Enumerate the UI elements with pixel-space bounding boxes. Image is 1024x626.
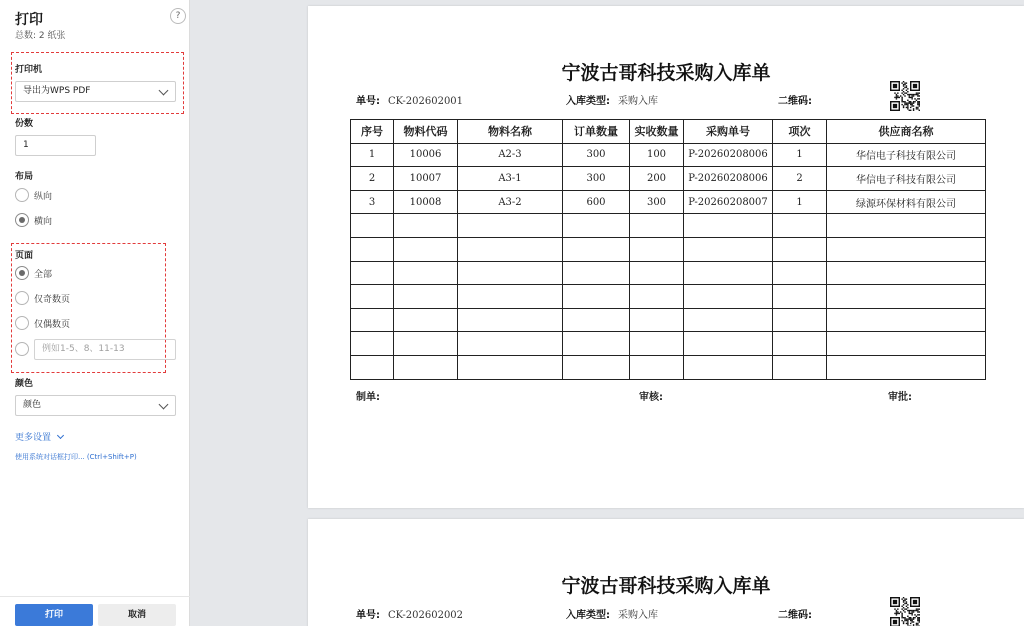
table-cell: 华信电子科技有限公司 bbox=[827, 143, 986, 167]
table-cell: 2 bbox=[351, 167, 394, 191]
order-number-label: 单号: bbox=[356, 96, 380, 107]
table-cell bbox=[684, 237, 773, 261]
table-cell bbox=[394, 237, 458, 261]
table-cell bbox=[563, 214, 630, 238]
table-cell bbox=[630, 214, 684, 238]
radio-icon[interactable] bbox=[15, 316, 29, 330]
radio-icon[interactable] bbox=[15, 291, 29, 305]
table-cell: 10007 bbox=[394, 167, 458, 191]
copies-input[interactable]: 1 bbox=[15, 135, 96, 156]
receipt-type-label: 入库类型: bbox=[566, 610, 610, 621]
qr-code-label-text: 二维码: bbox=[778, 96, 812, 107]
table-cell: 绿源环保材料有限公司 bbox=[827, 190, 986, 214]
table-cell: 10008 bbox=[394, 190, 458, 214]
help-icon[interactable]: ? bbox=[170, 8, 186, 24]
dialog-title: 打印 bbox=[15, 12, 43, 28]
table-cell bbox=[351, 237, 394, 261]
order-number-value: CK-202602001 bbox=[388, 96, 464, 107]
table-row-empty bbox=[351, 261, 986, 285]
table-cell bbox=[630, 261, 684, 285]
table-cell: A3-1 bbox=[458, 167, 563, 191]
table-cell bbox=[630, 355, 684, 379]
column-header: 项次 bbox=[773, 120, 827, 144]
column-header: 物料名称 bbox=[458, 120, 563, 144]
table-cell bbox=[684, 214, 773, 238]
table-cell bbox=[630, 332, 684, 356]
column-header: 序号 bbox=[351, 120, 394, 144]
table-cell bbox=[394, 308, 458, 332]
table-cell: 2 bbox=[773, 167, 827, 191]
reviewer-label: 审核: bbox=[639, 392, 663, 403]
chevron-down-icon bbox=[57, 432, 64, 439]
table-cell bbox=[630, 308, 684, 332]
table-cell bbox=[684, 355, 773, 379]
table-cell bbox=[458, 261, 563, 285]
qr-code-icon bbox=[890, 81, 920, 111]
table-cell bbox=[773, 308, 827, 332]
table-cell: 3 bbox=[351, 190, 394, 214]
table-cell bbox=[563, 285, 630, 309]
table-cell bbox=[684, 285, 773, 309]
preview-page-2 bbox=[308, 519, 1024, 626]
table-cell bbox=[563, 332, 630, 356]
table-header-row bbox=[351, 120, 986, 144]
column-header: 实收数量 bbox=[630, 120, 684, 144]
receipt-type-value: 采购入库 bbox=[618, 96, 658, 107]
more-settings-link[interactable] bbox=[15, 430, 63, 443]
table-row bbox=[351, 167, 986, 191]
table-cell bbox=[630, 237, 684, 261]
table-cell bbox=[827, 355, 986, 379]
table-cell bbox=[458, 332, 563, 356]
table-cell: 100 bbox=[630, 143, 684, 167]
column-header: 供应商名称 bbox=[827, 120, 986, 144]
table-cell bbox=[458, 355, 563, 379]
footer-divider bbox=[0, 596, 190, 597]
layout-label: 布局 bbox=[15, 172, 34, 182]
table-cell bbox=[458, 285, 563, 309]
table-cell bbox=[458, 214, 563, 238]
approver-label: 审批: bbox=[888, 392, 912, 403]
chevron-down-icon bbox=[159, 86, 169, 96]
table-row-empty bbox=[351, 214, 986, 238]
table-cell: 华信电子科技有限公司 bbox=[827, 167, 986, 191]
table-cell: P-20260208007 bbox=[684, 190, 773, 214]
table-cell bbox=[351, 308, 394, 332]
column-header: 采购单号 bbox=[684, 120, 773, 144]
printer-select[interactable] bbox=[15, 81, 176, 102]
layout-option-label: 纵向 bbox=[34, 192, 53, 202]
color-value: 颜色 bbox=[23, 400, 42, 410]
table-cell bbox=[458, 308, 563, 332]
table-cell: 300 bbox=[563, 167, 630, 191]
inventory-table bbox=[350, 119, 986, 380]
table-cell bbox=[394, 261, 458, 285]
table-cell bbox=[351, 261, 394, 285]
color-label: 颜色 bbox=[15, 379, 34, 389]
table-cell bbox=[394, 285, 458, 309]
maker-label: 制单: bbox=[356, 392, 380, 403]
pages-option-label: 全部 bbox=[34, 270, 53, 280]
table-cell bbox=[458, 237, 563, 261]
table-cell bbox=[351, 214, 394, 238]
table-cell: 300 bbox=[563, 143, 630, 167]
table-cell bbox=[351, 355, 394, 379]
table-row-empty bbox=[351, 237, 986, 261]
more-settings-label: 更多设置 bbox=[15, 433, 52, 443]
order-number-label: 单号: bbox=[356, 610, 380, 621]
table-cell bbox=[630, 285, 684, 309]
column-header: 物料代码 bbox=[394, 120, 458, 144]
receipt-type-value: 采购入库 bbox=[618, 610, 658, 621]
table-cell bbox=[684, 261, 773, 285]
table-cell bbox=[773, 355, 827, 379]
layout-option-label: 横向 bbox=[34, 217, 53, 227]
table-cell bbox=[827, 285, 986, 309]
table-row bbox=[351, 190, 986, 214]
qr-code-label-text: 二维码: bbox=[778, 610, 812, 621]
table-cell bbox=[394, 332, 458, 356]
table-cell: 300 bbox=[630, 190, 684, 214]
table-cell bbox=[563, 237, 630, 261]
table-cell: A3-2 bbox=[458, 190, 563, 214]
table-row bbox=[351, 143, 986, 167]
table-cell: 200 bbox=[630, 167, 684, 191]
table-cell bbox=[563, 261, 630, 285]
chevron-down-icon bbox=[159, 400, 169, 410]
page-count: 总数: 2 纸张 bbox=[15, 31, 66, 41]
color-select[interactable] bbox=[15, 395, 176, 416]
table-cell bbox=[684, 308, 773, 332]
table-cell bbox=[394, 214, 458, 238]
radio-selected-icon[interactable] bbox=[15, 213, 29, 227]
table-cell bbox=[773, 261, 827, 285]
column-header: 订单数量 bbox=[563, 120, 630, 144]
table-cell: P-20260208006 bbox=[684, 143, 773, 167]
copies-label: 份数 bbox=[15, 119, 34, 129]
qr-code-label bbox=[778, 92, 812, 107]
order-number bbox=[356, 606, 463, 621]
table-cell: P-20260208006 bbox=[684, 167, 773, 191]
table-cell: 1 bbox=[351, 143, 394, 167]
table-cell bbox=[563, 355, 630, 379]
table-cell: 10006 bbox=[394, 143, 458, 167]
table-cell bbox=[351, 285, 394, 309]
table-cell: 1 bbox=[773, 190, 827, 214]
table-cell bbox=[827, 308, 986, 332]
printer-label: 打印机 bbox=[15, 65, 43, 75]
pages-option-label: 仅偶数页 bbox=[34, 320, 71, 330]
qr-code-label bbox=[778, 606, 812, 621]
table-cell bbox=[394, 355, 458, 379]
table-row-empty bbox=[351, 355, 986, 379]
table-cell bbox=[773, 237, 827, 261]
table-cell bbox=[773, 332, 827, 356]
radio-icon[interactable] bbox=[15, 342, 29, 356]
table-cell bbox=[684, 332, 773, 356]
table-cell bbox=[827, 237, 986, 261]
receipt-type-label: 入库类型: bbox=[566, 96, 610, 107]
document-title: 宁波古哥科技采购入库单 bbox=[561, 62, 771, 84]
table-cell bbox=[563, 308, 630, 332]
order-number bbox=[356, 92, 463, 107]
table-row-empty bbox=[351, 332, 986, 356]
page-range-input[interactable]: 例如1-5、8、11-13 bbox=[34, 339, 176, 360]
table-cell bbox=[827, 332, 986, 356]
empty-rows bbox=[351, 214, 986, 379]
table-cell bbox=[827, 261, 986, 285]
receipt-type bbox=[566, 92, 658, 107]
order-number-value: CK-202602002 bbox=[388, 610, 464, 621]
table-cell bbox=[773, 214, 827, 238]
pages-option-label: 仅奇数页 bbox=[34, 295, 71, 305]
table-row-empty bbox=[351, 285, 986, 309]
document-title: 宁波古哥科技采购入库单 bbox=[561, 575, 771, 597]
radio-selected-icon[interactable] bbox=[15, 266, 29, 280]
table-cell bbox=[773, 285, 827, 309]
table-cell: A2-3 bbox=[458, 143, 563, 167]
preview-page-1 bbox=[308, 6, 1024, 508]
print-settings-panel bbox=[0, 0, 190, 626]
table-row-empty bbox=[351, 308, 986, 332]
qr-code-icon bbox=[890, 597, 920, 626]
pages-label: 页面 bbox=[15, 251, 34, 261]
receipt-type bbox=[566, 606, 658, 621]
table-cell: 1 bbox=[773, 143, 827, 167]
table-cell bbox=[351, 332, 394, 356]
system-dialog-link[interactable]: 使用系统对话框打印... (Ctrl+Shift+P) bbox=[15, 453, 137, 461]
table-cell bbox=[827, 214, 986, 238]
printer-value: 导出为WPS PDF bbox=[23, 86, 91, 96]
print-preview-area[interactable] bbox=[190, 0, 1024, 626]
radio-icon[interactable] bbox=[15, 188, 29, 202]
table-cell: 600 bbox=[563, 190, 630, 214]
cancel-button[interactable]: 取消 bbox=[98, 604, 176, 626]
print-button[interactable]: 打印 bbox=[15, 604, 93, 626]
